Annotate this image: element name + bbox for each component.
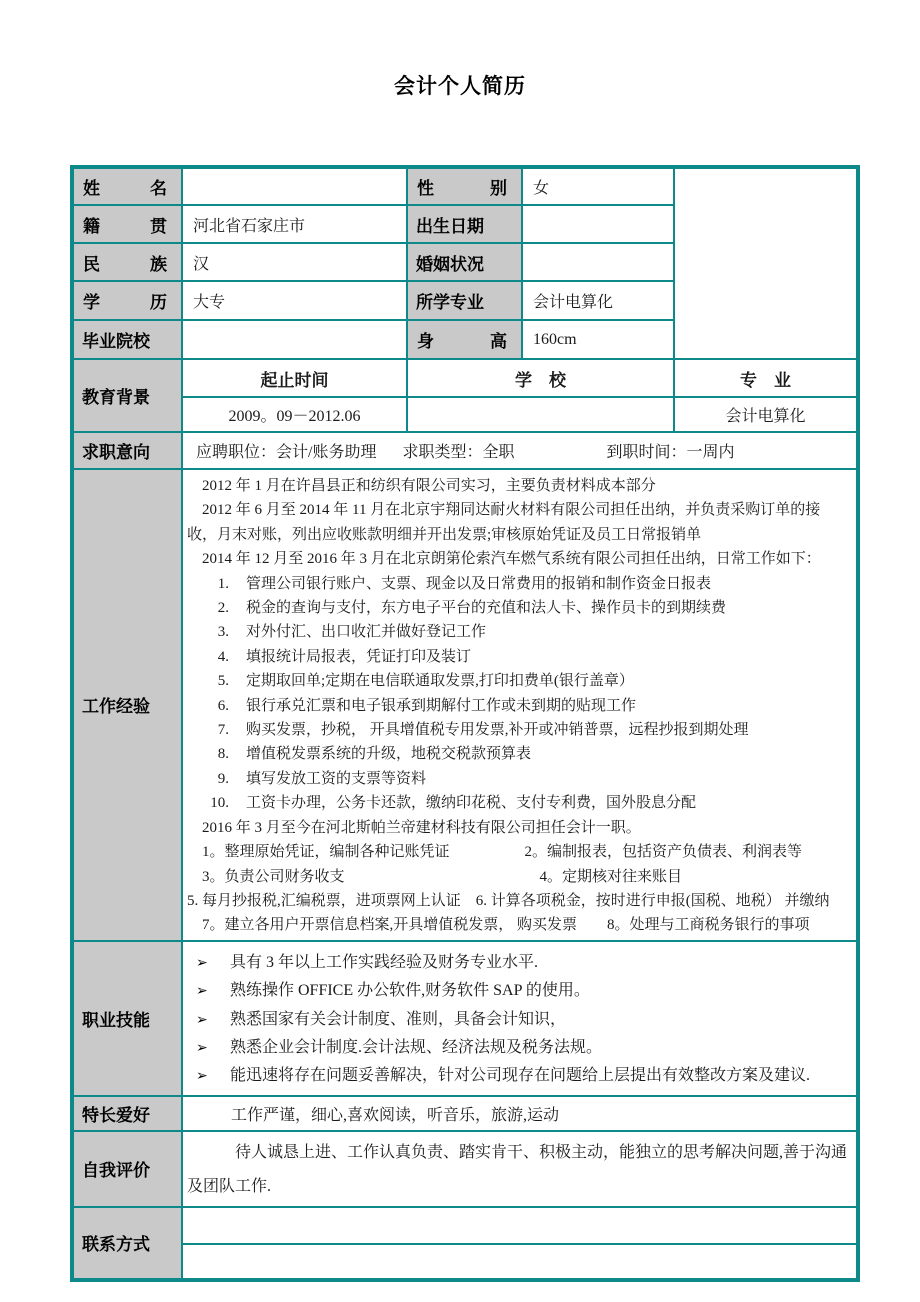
photo-cell [674,167,858,359]
resume-table [70,165,860,1282]
education-label: 教育背景 [72,359,182,432]
education-major: 会计电算化 [674,397,858,432]
degree-label: 学 历 [72,281,182,320]
school-value [182,320,407,359]
name-label: 姓 名 [72,167,182,205]
name-value [182,167,407,205]
work-current-line: 7。建立各用户开票信息档案,开具增值税发票， 购买发票 8。处理与工商税务银行的事项 [187,917,810,934]
arrow-bullet-icon: ➢ [196,1011,208,1028]
birth-label: 出生日期 [407,205,522,243]
education-header-school: 学 校 [407,359,674,397]
work-cell [182,469,858,941]
contact-row-2 [182,1244,858,1280]
work-paragraph: 2012 年 6 月至 2014 年 11 月在北京宇翔同达耐火材料有限公司担任出纳，并负责采购订单的接收，月末对账，列出应收账款明细并开出发票;审核原始凭证及员工日常报销单 [187,502,821,543]
work-paragraph: 2012 年 1 月在许昌县正和纺织有限公司实习，主要负责材料成本部分 [202,478,656,494]
work-duty-item [187,572,850,596]
duty-number: 7. [217,722,229,739]
work-duty-item [187,742,850,766]
origin-value: 河北省石家庄市 [182,205,407,243]
self-eval-cell [182,1131,858,1207]
major-value: 会计电算化 [522,281,674,320]
intention-job-type: 求职类型：全职 [402,444,515,461]
ethnic-label: 民 族 [72,243,182,281]
intention-position: 应聘职位：会计/账务助理 [196,444,377,461]
self-eval-text: 待人诚恳上进、工作认真负责、踏实肯干、积极主动，能独立的思考解决问题,善于沟通及团队工作. [187,1143,848,1195]
intention-cell [182,432,858,469]
duty-text: 税金的查询与支付，东方电子平台的充值和法人卡、操作员卡的到期续费 [246,600,727,617]
skills-label: 职业技能 [72,941,182,1096]
duty-text: 定期取回单;定期在电信联通取发票,打印扣费单(银行盖章） [246,673,634,690]
work-duty-item [187,645,850,669]
row-hobbies [72,1096,858,1131]
skills-cell [182,941,858,1096]
education-period: 2009。09－2012.06 [182,397,407,432]
education-header-major: 专 业 [674,359,858,397]
row-skills [72,941,858,1096]
school-label: 毕业院校 [72,320,182,359]
work-current-line: 1。整理原始凭证，编制各种记账凭证 2。编制报表，包括资产负债表、利润表等 [187,844,803,861]
work-paragraph: 2014 年 12 月至 2016 年 3 月在北京朗第伦索汽车燃气系统有限公司担任出纳，日常工作如下： [202,551,821,568]
work-current-line: 3。负责公司财务收支 4。定期核对往来账目 [187,868,683,885]
work-duty-list [187,572,850,816]
work-duty-item [187,767,850,791]
duty-text: 填报统计局报表，凭证打印及装订 [246,648,472,665]
skill-text: 具有 3 年以上工作实践经验及财务专业水平. [230,953,539,971]
marital-value [522,243,674,281]
work-intro-paragraphs [187,474,850,572]
work-current-lines [187,840,850,938]
duty-number: 2. [217,600,229,617]
height-label: 身 高 [407,320,522,359]
duty-number: 6. [217,697,229,714]
skill-item [183,1062,848,1090]
contact-row-1 [182,1207,858,1244]
arrow-bullet-icon: ➢ [196,983,208,1000]
duty-number: 3. [217,624,229,641]
education-header-period: 起止时间 [182,359,407,397]
self-eval-label: 自我评价 [72,1131,182,1207]
duty-text: 银行承兑汇票和电子银承到期解付工作或未到期的贴现工作 [246,697,637,714]
skill-item [183,1006,848,1034]
hobbies-label: 特长爱好 [72,1096,182,1131]
work-duty-item [187,669,850,693]
duty-number: 5. [217,673,229,690]
work-current-intro: 2016 年 3 月至今在河北斯帕兰帝建材科技有限公司担任会计一职。 [202,819,641,836]
duty-number: 1. [217,575,229,592]
height-value: 160cm [522,320,674,359]
education-school [407,397,674,432]
work-duty-item [187,694,850,718]
row-self-evaluation [72,1131,858,1207]
arrow-bullet-icon: ➢ [196,1068,208,1085]
work-duty-item [187,596,850,620]
row-education-header [72,359,858,397]
intention-start-time: 到职时间：一周内 [606,444,735,461]
duty-text: 工资卡办理，公务卡还款，缴纳印花税、支付专利费，国外股息分配 [246,795,697,812]
duty-text: 购买发票，抄税， 开具增值税专用发票,补开或冲销普票，远程抄报到期处理 [246,722,749,739]
skill-item [183,977,848,1005]
degree-value: 大专 [182,281,407,320]
marital-label: 婚姻状况 [407,243,522,281]
skill-text: 熟练操作 OFFICE 办公软件,财务软件 SAP 的使用。 [230,982,590,1000]
skill-item [183,1034,848,1062]
skills-list [183,942,856,1095]
birth-value [522,205,674,243]
origin-label: 籍 贯 [72,205,182,243]
skill-text: 熟悉企业会计制度.会计法规、经济法规及税务法规。 [230,1038,603,1056]
duty-number: 9. [217,770,229,787]
duty-text: 填写发放工资的支票等资料 [246,770,427,787]
row-contact-2 [72,1244,858,1280]
major-label: 所学专业 [407,281,522,320]
hobbies-cell [182,1096,858,1131]
gender-value: 女 [522,167,674,205]
duty-text: 对外付汇、出口收汇并做好登记工作 [246,624,487,641]
intention-label: 求职意向 [72,432,182,469]
skill-text: 能迅速将存在问题妥善解决，针对公司现存在问题给上层提出有效整改方案及建议. [230,1067,811,1085]
arrow-bullet-icon: ➢ [196,1039,208,1056]
row-work-experience [72,469,858,941]
ethnic-value: 汉 [182,243,407,281]
skill-text: 熟悉国家有关会计制度、准则，具备会计知识， [230,1010,567,1028]
duty-number: 8. [217,746,229,763]
duty-text: 增值税发票系统的升级，地税交税款预算表 [246,746,532,763]
work-duty-item [187,620,850,644]
row-education-data [72,397,858,432]
work-duty-item [187,718,850,742]
work-label: 工作经验 [72,469,182,941]
hobbies-text: 工作严谨，细心,喜欢阅读，听音乐，旅游,运动 [231,1106,560,1124]
duty-number: 4. [217,648,229,665]
contact-label: 联系方式 [72,1207,182,1280]
arrow-bullet-icon: ➢ [196,954,208,971]
row-contact-1 [72,1207,858,1244]
work-current-line: 5. 每月抄报税,汇编税票，进项票网上认证 6. 计算各项税金，按时进行申报(国税、地税） 并缴纳 [187,892,830,909]
row-job-intention [72,432,858,469]
skill-item [183,949,848,977]
row-name-gender [72,167,858,205]
work-duty-item [187,791,850,815]
duty-text: 管理公司银行账户、支票、现金以及日常费用的报销和制作资金日报表 [246,575,712,592]
page-title: 会计个人简历 [394,75,526,98]
gender-label: 性 别 [407,167,522,205]
duty-number: 10. [210,795,229,812]
